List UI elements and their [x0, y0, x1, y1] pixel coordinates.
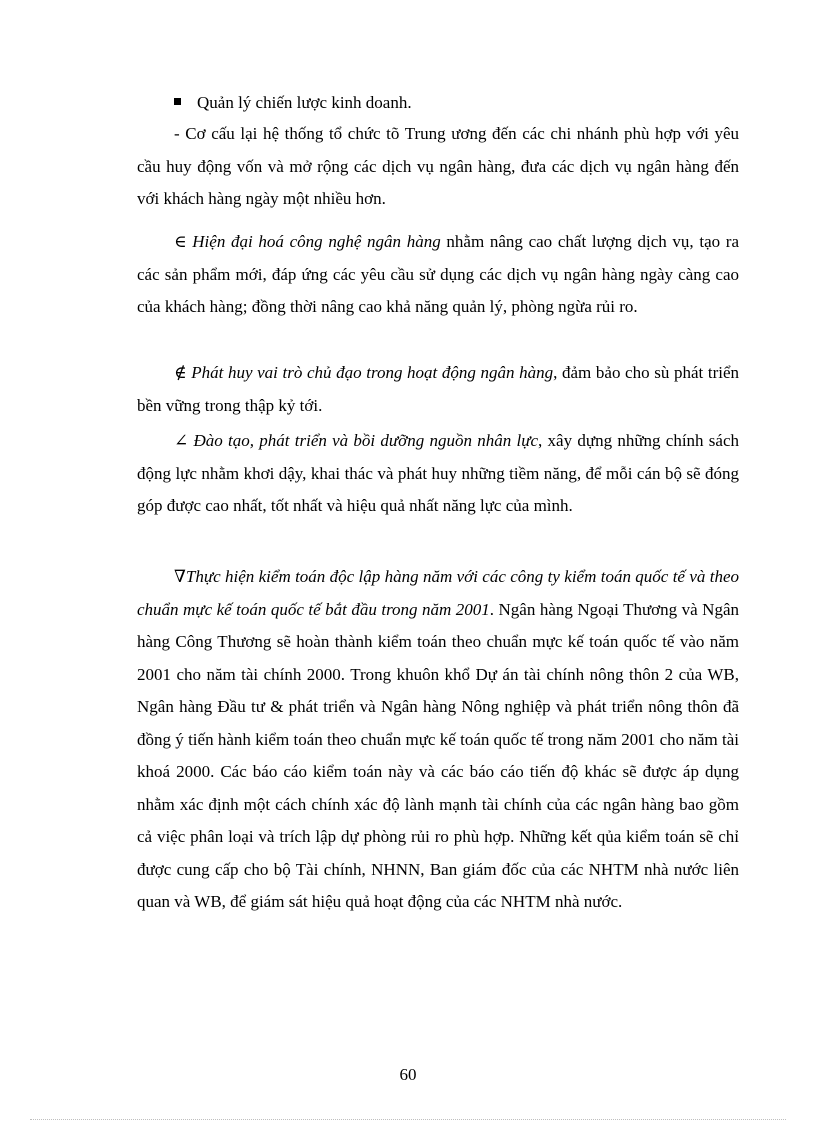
paragraph-2	[137, 226, 739, 324]
paragraph-3-heading: Phát huy vai trò chủ đạo trong hoạt động ngân hàng	[191, 363, 554, 382]
page-bottom-divider	[30, 1119, 786, 1120]
paragraph-4-text: , xây dựng những chính sách động lực nhằm khơi dậy, khai thác và phát huy những tiềm năng, để mỗi cán bộ sẽ đóng góp được cao nhất, tốt nhất và hiệu quả nhất năng lực của mình.	[137, 431, 740, 515]
paragraph-2-heading: Hiện đại hoá công nghệ ngân hàng	[192, 232, 441, 251]
paragraph-2-text: nhằm nâng cao chất lượng dịch vụ, tạo ra các sản phẩm mới, đáp ứng các yêu cầu sử dụng các dịch vụ ngân hàng ngày càng cao của khách hàng; đồng thời nâng cao khả năng quản lý, phòng ngừa rủi ro.	[137, 232, 740, 316]
element-of-symbol: ∈	[174, 232, 187, 251]
nabla-symbol: ∇	[174, 567, 186, 586]
paragraph-5-text: . Ngân hàng Ngoại Thương và Ngân hàng Công Thương sẽ hoàn thành kiểm toán theo chuẩn mực kế toán quốc tế vào năm 2001 cho năm tài chính 2000. Trong khuôn khổ Dự án tài chính nông thôn 2 của WB, Ngân hàng Đầu tư & phát triển và Ngân hàng Nông nghiệp và phát triển nông thôn đã đồng ý tiến hành kiểm toán theo chuẩn mực kế toán quốc tế trong năm 2001 cho năm tài khoá 2000. Các báo cáo kiểm toán này và các báo cáo tiến độ khác sẽ được áp dụng nhằm xác định một cách chính xác độ lành mạnh tài chính của các ngân hàng bao gồm cả việc phân loại và trích lập dự phòng rủi ro phù hợp. Những kết qủa kiểm toán sẽ chỉ được cung cấp cho bộ Tài chính, NHNN, Ban giám đốc của các NHTM nhà nước liên quan và WB, để giám sát hiệu quả hoạt động của các NHTM nhà nước.	[137, 599, 739, 911]
paragraph-1-text: - Cơ cấu lại hệ thống tổ chức tõ Trung ương đến các chi nhánh phù hợp với yêu cầu huy động vốn và mở rộng các dịch vụ ngân hàng, đưa các dịch vụ ngân hàng đến với khách hàng ngày một nhiều hơn.	[137, 124, 739, 208]
paragraph-4-heading: Đào tạo, phát triển và bồi dưỡng nguồn nhân lực	[193, 431, 539, 450]
angle-symbol: ∠	[174, 431, 189, 450]
paragraph-5	[137, 561, 739, 919]
paragraph-4	[137, 425, 739, 523]
paragraph-5-heading: Thực hiện kiểm toán độc lập hàng năm với các công ty kiểm toán quốc tế và theo chuẩn mực kế toán quốc tế bắt đầu trong năm 2001	[137, 567, 739, 619]
bullet-item	[174, 87, 412, 119]
not-element-of-symbol: ∉	[174, 363, 187, 382]
page-number: 60	[399, 1065, 417, 1084]
paragraph-1	[137, 118, 739, 216]
paragraph-3-text: , đảm bảo cho sù phát triển bền vững trong thập kỷ tới.	[137, 363, 739, 415]
square-bullet-icon	[174, 98, 181, 105]
bullet-text: Quản lý chiến lược kinh doanh.	[197, 93, 412, 112]
paragraph-3	[137, 357, 739, 422]
